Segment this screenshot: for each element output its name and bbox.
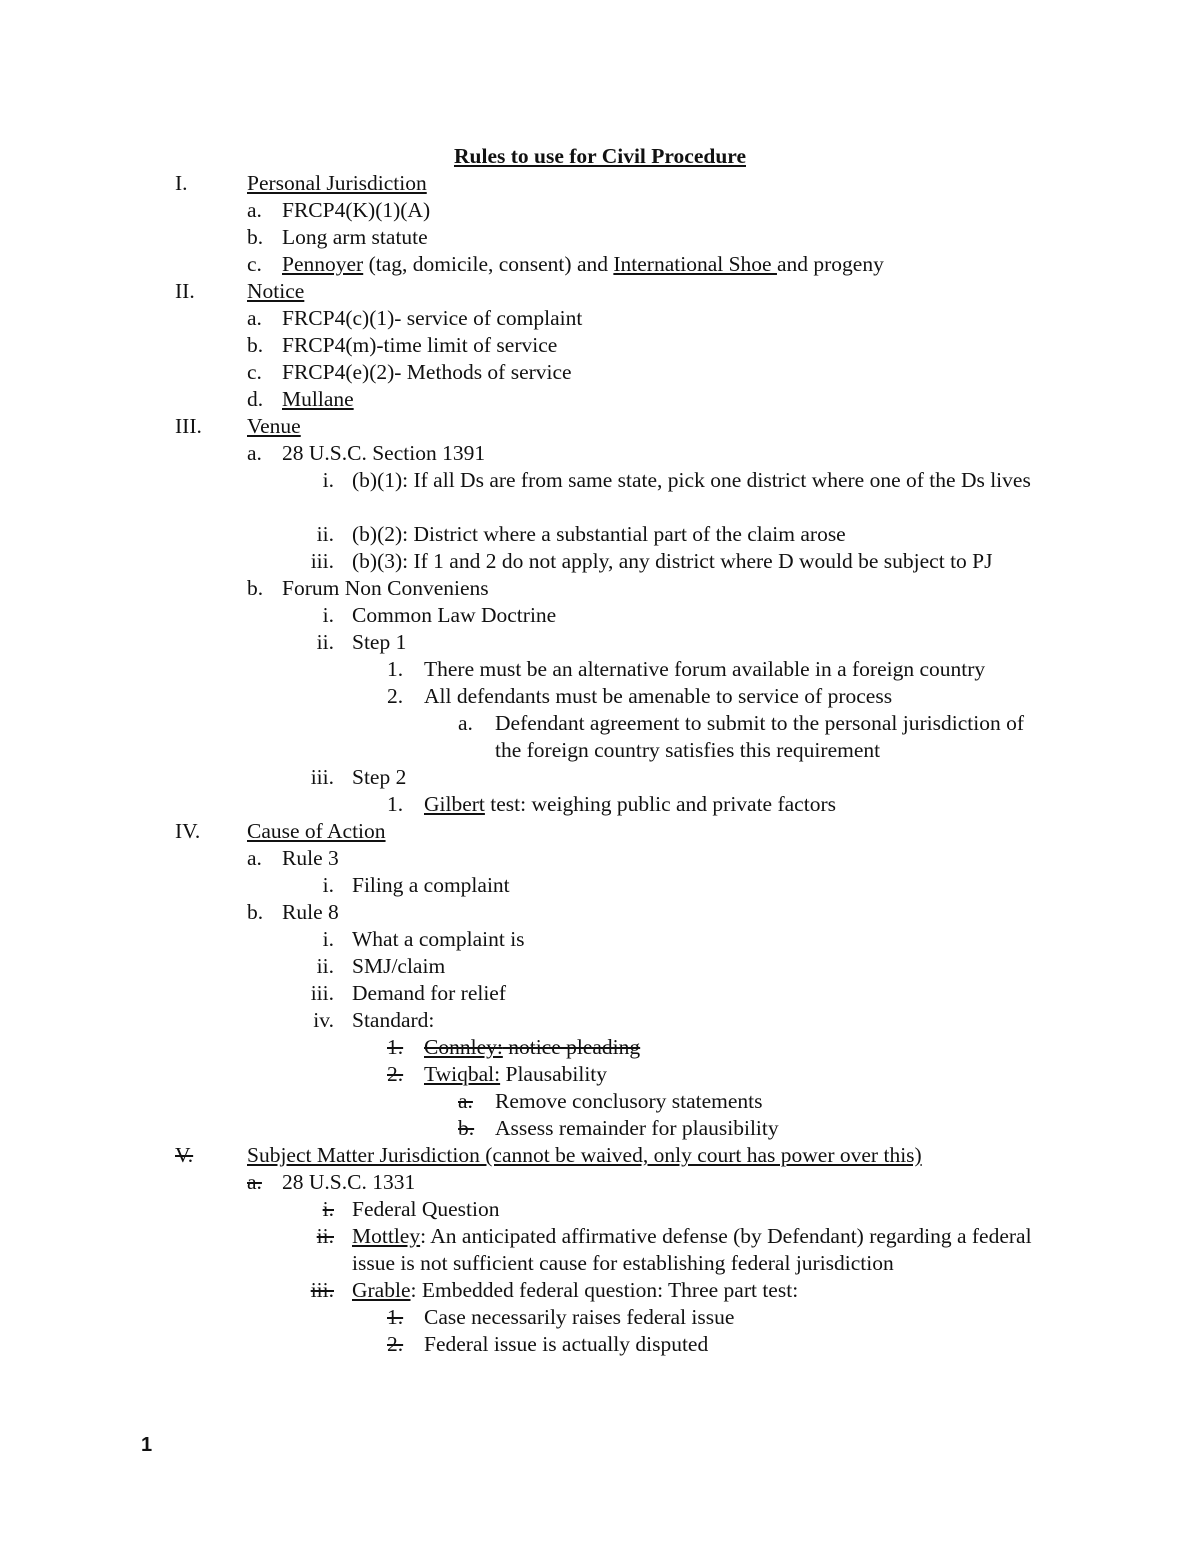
outline-item: [0, 845, 1200, 872]
outline-text: [282, 251, 884, 278]
outline-text: [424, 1331, 708, 1358]
outline-marker: 2.: [387, 684, 404, 708]
outline-item: [0, 548, 1200, 575]
outline-text: [352, 521, 1072, 548]
outline-item: [0, 683, 1200, 710]
text-segment: test: weighing public and private factors: [484, 792, 836, 816]
outline-text: [352, 953, 1072, 980]
text-segment: Federal issue is actually disputed: [424, 1332, 709, 1356]
outline-marker: 1.: [387, 1035, 404, 1059]
outline-marker: ii.: [316, 1224, 334, 1248]
outline-text: [424, 1304, 734, 1331]
outline-text: [495, 710, 1055, 764]
outline-text: [282, 845, 339, 872]
outline-marker: i.: [322, 603, 334, 627]
outline-text: [247, 413, 301, 440]
outline-item: [0, 818, 1200, 845]
outline-item: [0, 1223, 1200, 1277]
text-segment: FRCP4(e)(2)- Methods of service: [282, 360, 572, 384]
text-segment: Grable: [352, 1278, 411, 1302]
outline-item: [0, 170, 1200, 197]
outline-item: [0, 764, 1200, 791]
outline-marker: a.: [247, 1170, 262, 1194]
text-segment: Cause of Action: [247, 819, 386, 843]
text-segment: Pennoyer: [282, 252, 364, 276]
outline-item: [0, 1115, 1200, 1142]
outline-item: [0, 1304, 1200, 1331]
outline-marker: 1.: [387, 1305, 404, 1329]
outline-marker: d.: [247, 387, 264, 411]
outline-text: [352, 467, 1072, 494]
text-segment: Personal Jurisdiction: [247, 171, 427, 195]
outline-marker: ii.: [316, 630, 334, 654]
outline-item: [0, 440, 1200, 467]
outline-text: [282, 197, 430, 224]
outline-item: [0, 359, 1200, 386]
outline-text: [282, 305, 582, 332]
outline-text: [352, 1223, 1072, 1277]
outline-text: [352, 1196, 1072, 1223]
outline-item: [0, 332, 1200, 359]
outline-marker: 2.: [387, 1062, 404, 1086]
outline-item: [0, 1088, 1200, 1115]
text-segment: Long arm statute: [282, 225, 428, 249]
outline-text: [424, 656, 985, 683]
outline-text: [424, 791, 836, 818]
outline-marker: 1.: [387, 657, 404, 681]
outline-item: [0, 980, 1200, 1007]
outline-item: [0, 197, 1200, 224]
text-segment: SMJ/claim: [352, 954, 446, 978]
outline-item: [0, 1277, 1200, 1304]
text-segment: Mottley: [352, 1224, 421, 1248]
outline-item: [0, 278, 1200, 305]
text-segment: 28 U.S.C. 1331: [282, 1170, 416, 1194]
outline-item: [0, 251, 1200, 278]
text-segment: Remove conclusory statements: [495, 1089, 763, 1113]
outline-text: [424, 1061, 607, 1088]
outline-text: [247, 170, 427, 197]
text-segment: What a complaint is: [352, 927, 525, 951]
outline-text: [282, 899, 339, 926]
outline-marker: a.: [247, 441, 262, 465]
outline-item: [0, 899, 1200, 926]
outline-text: [352, 1007, 1072, 1034]
outline-item: [0, 305, 1200, 332]
outline-text: [247, 1142, 922, 1169]
outline-item: [0, 467, 1200, 521]
outline-text: [424, 1034, 640, 1061]
outline-item: [0, 1007, 1200, 1034]
outline-marker: iii.: [310, 549, 334, 573]
text-segment: FRCP4(K)(1)(A): [282, 198, 431, 222]
outline-marker: iv.: [313, 1008, 334, 1032]
outline-text: [282, 224, 428, 251]
outline-item: [0, 629, 1200, 656]
outline-item: [0, 926, 1200, 953]
document-title: Rules to use for Civil Procedure: [453, 144, 746, 168]
text-segment: Common Law Doctrine: [352, 603, 557, 627]
outline-text: [495, 1088, 1055, 1115]
outline-text: [352, 926, 1072, 953]
text-segment: Subject Matter Jurisdiction (cannot be waived, only court has power over this): [247, 1143, 922, 1167]
outline-marker: a.: [458, 1089, 473, 1113]
outline-marker: 2.: [387, 1332, 404, 1356]
text-segment: (b)(1): If all Ds are from same state, pick one district where one of the Ds lives: [352, 468, 1031, 492]
outline-item: [0, 791, 1200, 818]
text-segment: 28 U.S.C. Section 1391: [282, 441, 486, 465]
outline-marker: b.: [247, 333, 264, 357]
text-segment: Step 1: [352, 630, 407, 654]
text-segment: (b)(3): If 1 and 2 do not apply, any district where D would be subject to PJ: [352, 549, 993, 573]
outline-text: [282, 386, 354, 413]
outline-marker: i.: [322, 873, 334, 897]
outline-text: [352, 602, 1072, 629]
text-segment: (b)(2): District where a substantial part of the claim arose: [352, 522, 846, 546]
outline-marker: b.: [247, 225, 264, 249]
outline-item: [0, 1196, 1200, 1223]
outline-item: [0, 1169, 1200, 1196]
text-segment: Mullane: [282, 387, 354, 411]
outline-marker: iii.: [310, 765, 334, 789]
outline-text: [352, 872, 1072, 899]
outline-text: [282, 1169, 415, 1196]
outline-marker: b.: [247, 900, 264, 924]
text-segment: Rule 3: [282, 846, 339, 870]
text-segment: notice pleading: [502, 1035, 641, 1059]
outline-text: [247, 818, 386, 845]
text-segment: : Embedded federal question: Three part test:: [410, 1278, 799, 1302]
outline-marker: III.: [175, 414, 202, 438]
outline-marker: 1.: [387, 792, 404, 816]
outline-marker: II.: [175, 279, 195, 303]
outline-marker: c.: [247, 360, 262, 384]
text-segment: Filing a complaint: [352, 873, 510, 897]
outline-marker: ii.: [316, 522, 334, 546]
text-segment: Assess remainder for plausibility: [495, 1116, 779, 1140]
outline-text: [352, 629, 1072, 656]
outline-marker: i.: [322, 1197, 334, 1221]
text-segment: There must be an alternative forum available in a foreign country: [424, 657, 986, 681]
text-segment: Forum Non Conveniens: [282, 576, 489, 600]
outline-marker: V.: [175, 1143, 194, 1167]
outline-marker: iii.: [310, 1278, 334, 1302]
outline-marker: b.: [247, 576, 264, 600]
text-segment: Standard:: [352, 1008, 435, 1032]
outline-marker: iii.: [310, 981, 334, 1005]
text-segment: Connley:: [424, 1035, 503, 1059]
text-segment: FRCP4(c)(1)- service of complaint: [282, 306, 583, 330]
text-segment: FRCP4(m)-time limit of service: [282, 333, 558, 357]
outline-text: [352, 764, 1072, 791]
outline-item: [0, 224, 1200, 251]
outline-list: [0, 170, 1200, 1358]
text-segment: Twiqbal:: [424, 1062, 501, 1086]
outline-item: [0, 521, 1200, 548]
outline-item: [0, 386, 1200, 413]
outline-marker: IV.: [175, 819, 201, 843]
outline-marker: a.: [247, 306, 262, 330]
outline-marker: i.: [322, 468, 334, 492]
outline-item: [0, 1142, 1200, 1169]
outline-marker: i.: [322, 927, 334, 951]
outline-item: [0, 413, 1200, 440]
text-segment: Federal Question: [352, 1197, 500, 1221]
outline-text: [282, 332, 557, 359]
outline-item: [0, 710, 1200, 764]
text-segment: Defendant agreement to submit to the personal jurisdiction of the foreign country satisfies this requirement: [495, 711, 1024, 762]
outline-marker: I.: [175, 171, 188, 195]
outline-item: [0, 1061, 1200, 1088]
text-segment: Plausability: [500, 1062, 608, 1086]
outline-item: [0, 953, 1200, 980]
outline-marker: ii.: [316, 954, 334, 978]
text-segment: Case necessarily raises federal issue: [424, 1305, 735, 1329]
outline-item: [0, 1331, 1200, 1358]
text-segment: Gilbert: [424, 792, 485, 816]
outline-marker: b.: [458, 1116, 475, 1140]
outline-text: [424, 683, 892, 710]
text-segment: and progeny: [776, 252, 884, 276]
outline-text: [352, 1277, 1072, 1304]
text-segment: Notice: [247, 279, 305, 303]
text-segment: : An anticipated affirmative defense (by Defendant) regarding a federal issue is not sufficient cause for establishing federal jurisdiction: [352, 1224, 1032, 1275]
outline-marker: a.: [247, 846, 262, 870]
outline-text: [352, 980, 1072, 1007]
text-segment: (tag, domicile, consent) and: [363, 252, 614, 276]
outline-item: [0, 656, 1200, 683]
text-segment: Demand for relief: [352, 981, 507, 1005]
text-segment: International Shoe: [613, 252, 777, 276]
text-segment: Rule 8: [282, 900, 339, 924]
text-segment: Venue: [247, 414, 301, 438]
outline-text: [352, 548, 1072, 575]
outline-marker: a.: [247, 198, 262, 222]
outline-text: [282, 575, 489, 602]
outline-item: [0, 602, 1200, 629]
outline-item: [0, 575, 1200, 602]
page-number: 1: [141, 1434, 153, 1456]
text-segment: All defendants must be amenable to service of process: [424, 684, 893, 708]
outline-text: [282, 440, 485, 467]
outline-item: [0, 872, 1200, 899]
outline-text: [282, 359, 572, 386]
outline-text: [247, 278, 304, 305]
outline-item: [0, 1034, 1200, 1061]
text-segment: Step 2: [352, 765, 407, 789]
outline-marker: c.: [247, 252, 262, 276]
outline-text: [495, 1115, 1055, 1142]
outline-marker: a.: [458, 711, 473, 735]
